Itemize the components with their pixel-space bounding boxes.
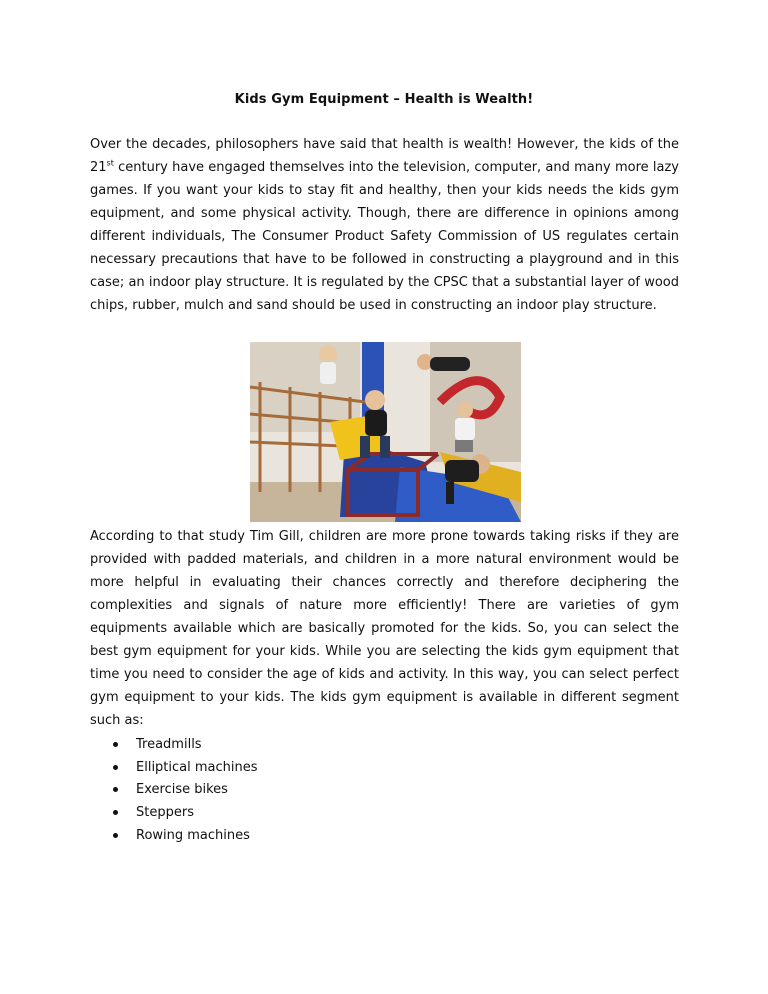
list-item-label: Rowing machines <box>136 827 250 843</box>
paragraph-intro <box>90 133 679 317</box>
paragraph-intro-text-a: Over the decades, philosophers have said that health is wealth! However, the kids of the 21 <box>90 137 679 175</box>
bullet-dot <box>113 765 118 770</box>
list-item-label: Steppers <box>136 805 194 821</box>
paragraph-intro-text-b: century have engaged themselves into the television, computer, and many more lazy games. If you want your kids to stay fit and healthy, then your kids needs the kids gym equipment, and some physical activity. Though, there are difference in opinions among different individuals, The Consumer Product Safety Commission of US regulates certain necessary precautions that have to be followed in constructing a playground and in this case; an indoor play structure. It is regulated by the CPSC that a substantial layer of wood chips, rubber, mulch and sand should be used in constructing an indoor play structure. <box>90 160 679 313</box>
superscript-ordinal: st <box>106 158 114 168</box>
list-item-label: Exercise bikes <box>136 782 228 798</box>
equipment-list <box>110 736 258 849</box>
bullet-dot <box>113 742 118 747</box>
bullet-dot <box>113 833 118 838</box>
kids-gym-photo <box>250 342 521 522</box>
bullet-dot <box>113 787 118 792</box>
document-title: Kids Gym Equipment – Health is Wealth! <box>234 92 534 107</box>
list-item <box>110 736 258 759</box>
list-item <box>110 827 258 850</box>
list-item <box>110 759 258 782</box>
paragraph-study: According to that study Tim Gill, children are more prone towards taking risks if they are provided with padded materials, and children in a more natural environment would be more helpful in evaluating their chances correctly and therefore deciphering the complexities and signals of nature more efficiently! There are varieties of gym equipments available which are basically promoted for the kids. So, you can select the best gym equipment for your kids. While you are selecting the kids gym equipment that time you need to consider the age of kids and activity. In this way, you can select perfect gym equipment to your kids. The kids gym equipment is available in different segment such as: <box>90 529 679 728</box>
list-item-label: Treadmills <box>136 737 202 752</box>
list-item <box>110 804 258 827</box>
list-item <box>110 781 258 804</box>
bullet-dot <box>113 810 118 815</box>
list-item-label: Elliptical machines <box>136 759 258 775</box>
